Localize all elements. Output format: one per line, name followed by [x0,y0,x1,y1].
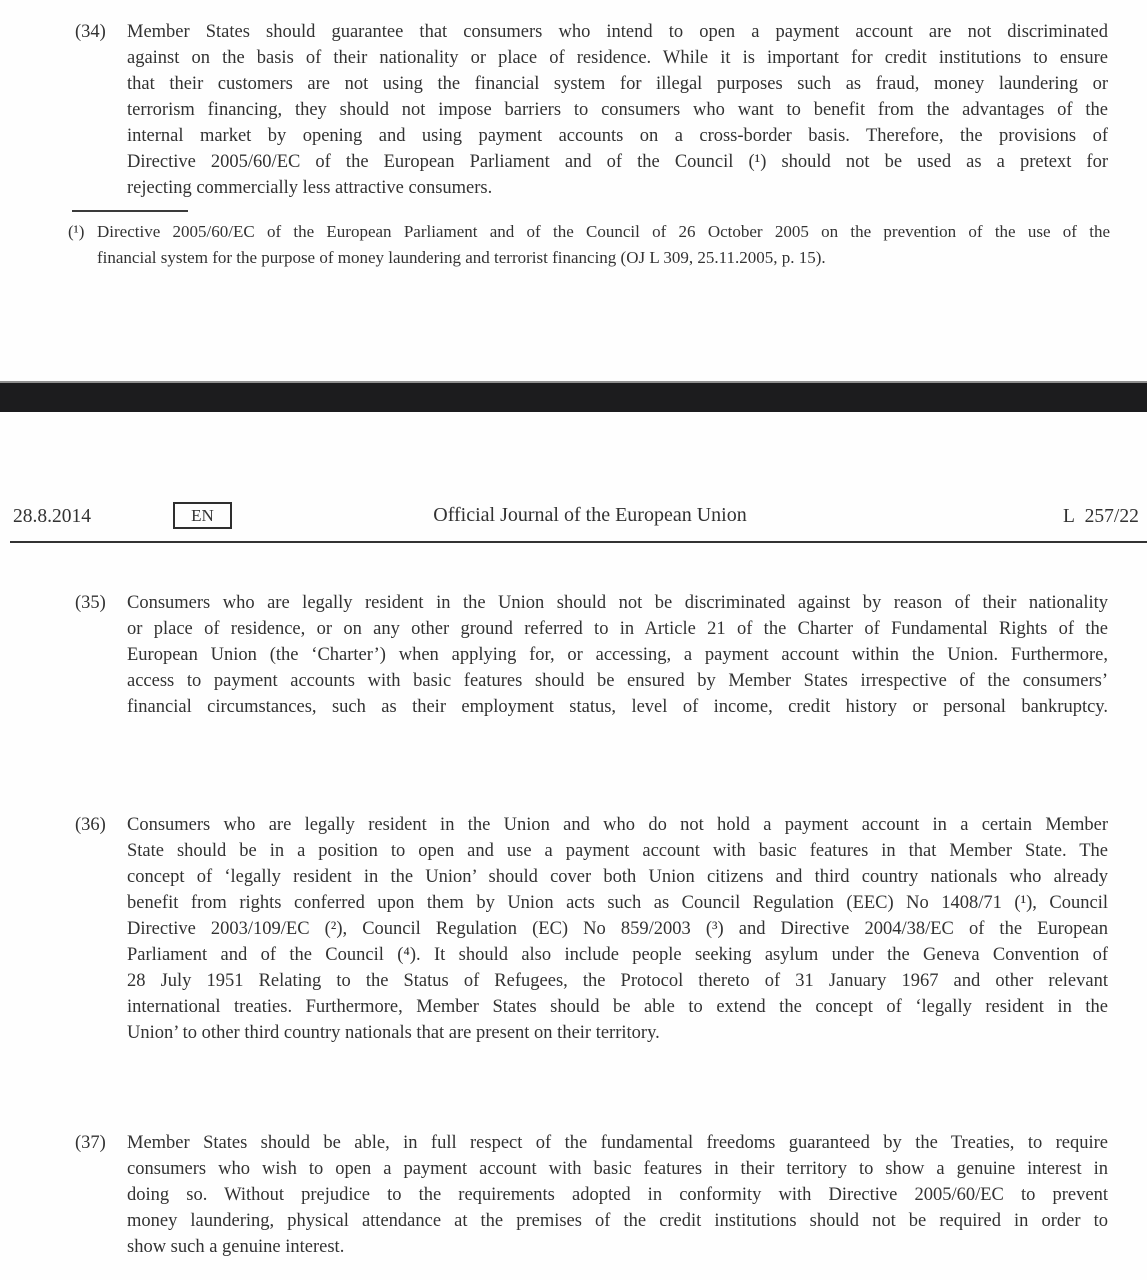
recital-text [127,590,1108,720]
recital-number: (36) [75,815,106,835]
text-line: money laundering, physical attendance at the premises of the credit institutions should not be required in order to [127,1211,1108,1231]
text-line: or place of residence, or on any other ground referred to in Article 21 of the Charter of Fundamental Rights of the [127,619,1108,639]
text-line: against on the basis of their nationality or place of residence. While it is important for credit institutions to ensure [127,48,1108,68]
text-line: benefit from rights conferred upon them by Union acts such as Council Regulation (EEC) No 1408/71 (¹), Council [127,893,1108,913]
text-line: Member States should be able, in full respect of the fundamental freedoms guaranteed by the Treaties, to require [127,1133,1108,1153]
text-line: State should be in a position to open and use a payment account with basic features in that Member State. The [127,841,1108,861]
text-line: financial system for the purpose of money laundering and terrorist financing (OJ L 309, 25.11.2005, p. 15). [97,248,826,267]
text-line: financial circumstances, such as their employment status, level of income, credit history or personal bankruptcy. [127,697,1108,717]
footnote [68,219,1110,271]
text-line: Consumers who are legally resident in the Union should not be discriminated against by reason of their nationality [127,593,1108,613]
text-line: consumers who wish to open a payment account with basic features in their territory to show a genuine interest in [127,1159,1108,1179]
recital-text [127,19,1108,201]
text-line: Parliament and of the Council (⁴). It should also include people seeking asylum under the Geneva Convention of [127,945,1108,965]
header-page-number: L 257/22 [1063,506,1139,527]
text-line: doing so. Without prejudice to the requirements adopted in conformity with Directive 2005/60/EC to prevent [127,1185,1108,1205]
recital-35 [75,590,1108,720]
text-line: Directive 2003/109/EC (²), Council Regulation (EC) No 859/2003 (³) and Directive 2004/38/EC of the European [127,919,1108,939]
language-label: EN [191,506,214,525]
text-line: show such a genuine interest. [127,1237,345,1257]
footnote-text [97,219,1110,271]
text-line: Directive 2005/60/EC of the European Parliament and of the Council (¹) should not be used as a pretext for [127,152,1108,172]
recital-34 [75,19,1108,201]
recital-text [127,1130,1108,1260]
text-line: that their customers are not using the financial system for illegal purposes such as fraud, money laundering or [127,74,1108,94]
text-line: 28 July 1951 Relating to the Status of Refugees, the Protocol thereto of 31 January 1967 and other relevant [127,971,1108,991]
header-date: 28.8.2014 [13,506,91,527]
text-line: access to payment accounts with basic features should be ensured by Member States irrespective of the consumers’ [127,671,1108,691]
recital-number: (34) [75,22,106,42]
recital-37 [75,1130,1108,1260]
text-line: Consumers who are legally resident in the Union and who do not hold a payment account in a certain Member [127,815,1108,835]
text-line: European Union (the ‘Charter’) when applying for, or accessing, a payment account within the Union. Furthermore, [127,645,1108,665]
text-line: international treaties. Furthermore, Member States should be able to extend the concept of ‘legally resident in the [127,997,1108,1017]
text-line: concept of ‘legally resident in the Union’ should cover both Union citizens and third country nationals who already [127,867,1108,887]
recital-number: (37) [75,1133,106,1153]
text-line: internal market by opening and using payment accounts on a cross-border basis. Therefore, the provisions of [127,126,1108,146]
recital-number: (35) [75,593,106,613]
footnote-marker: (¹) [68,222,85,241]
text-line: Member States should guarantee that consumers who intend to open a payment account are not discriminated [127,22,1108,42]
text-line: terrorism financing, they should not impose barriers to consumers who want to benefit from the advantages of the [127,100,1108,120]
recital-text [127,812,1108,1046]
text-line: Union’ to other third country nationals that are present on their territory. [127,1023,660,1043]
text-line: rejecting commercially less attractive consumers. [127,178,493,198]
page-separator-bar [0,381,1147,412]
header-title: Official Journal of the European Union [433,504,747,526]
footnote-rule [72,210,188,212]
header-rule [10,541,1147,543]
recital-36 [75,812,1108,1046]
text-line: Directive 2005/60/EC of the European Parliament and of the Council of 26 October 2005 on the prevention of the use of the [97,222,1110,241]
